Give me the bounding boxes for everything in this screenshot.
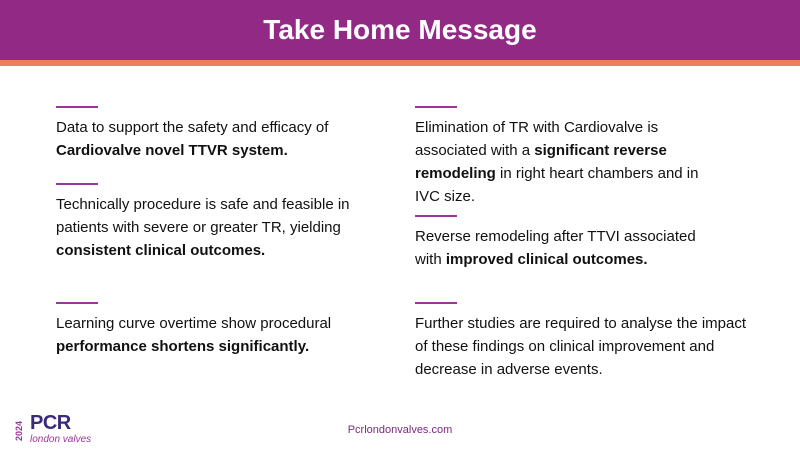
message-text: Learning curve overtime show procedural performance shortens significantly.: [56, 315, 332, 355]
message-text: Further studies are required to analyse the impact of these findings on clinical improvement and decrease in adverse events.: [415, 315, 747, 378]
block-divider: [56, 106, 98, 108]
message-emphasis: performance shortens significantly.: [56, 338, 310, 355]
block-divider: [415, 106, 457, 108]
block-divider: [56, 183, 98, 185]
message-text: Elimination of TR with Cardiovalve is associated with a significant reverse remodeling in right heart chambers and in IVC size.: [415, 119, 699, 205]
block-divider: [415, 302, 457, 304]
message-text: Technically procedure is safe and feasible in patients with severe or greater TR, yielding consistent clinical outcomes.: [56, 196, 350, 259]
message-block-3: [56, 302, 356, 358]
message-emphasis: consistent clinical outcomes.: [56, 242, 266, 259]
message-block-1: [56, 106, 356, 162]
block-divider: [56, 302, 98, 304]
message-block-2: [56, 183, 356, 262]
message-emphasis: significant reverse remodeling: [415, 142, 667, 182]
slide-title: Take Home Message: [263, 14, 537, 45]
footer-url: Pcrlondonvalves.com: [347, 424, 453, 436]
message-text: Reverse remodeling after TTVI associated with improved clinical outcomes.: [415, 228, 696, 268]
logo-main-text: PCR: [30, 412, 71, 434]
accent-bar: [0, 60, 800, 66]
message-emphasis: improved clinical outcomes.: [445, 251, 648, 268]
message-emphasis: Cardiovalve novel TTVR system.: [56, 142, 288, 159]
message-block-4: [415, 106, 715, 208]
block-divider: [415, 215, 457, 217]
title-banner: [0, 0, 800, 60]
logo-year: 2024: [14, 420, 24, 442]
message-text: Data to support the safety and efficacy of Cardiovalve novel TTVR system.: [56, 119, 329, 159]
message-block-6: [415, 302, 755, 381]
message-block-5: [415, 215, 715, 271]
logo-sub-text: london valves: [30, 434, 92, 445]
